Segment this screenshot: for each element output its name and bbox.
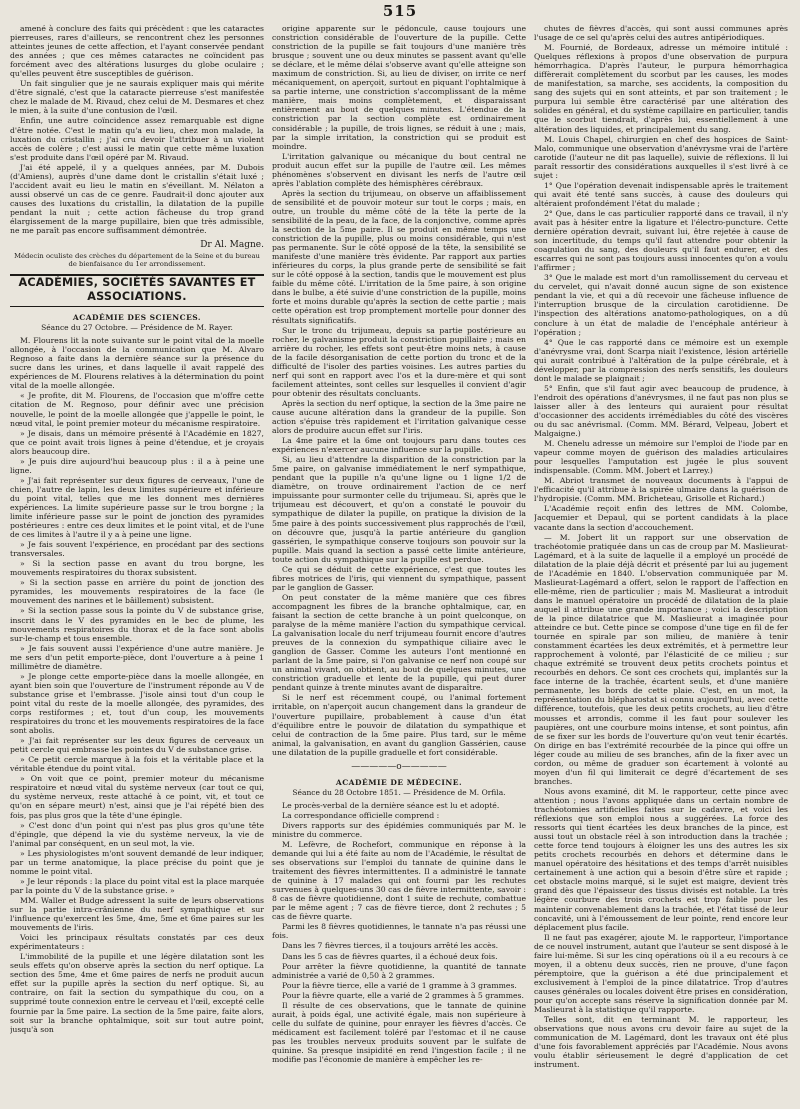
paragraph: L'irritation galvanique ou mécanique du bout central ne produit aucun effet sur la pupille de l'autre œil. Les mêmes phénomènes s'observent en divisant les nerfs de l'autre œil après l'ablation complète des hémisphères cérébraux. (272, 151, 526, 188)
paragraph: L'immobilité de la pupille et une légère dilatation sont les seuls effets qu'on observe après la section du nerf optique. La section des 5me, 4me et 6me paires de nerfs ne produit aucun effet sur la pupille après la section du nerf optique. Si, au contraire, on fait la section du sympathique du cou, on a supprimé toute connexion entre le cerveau et l'œil, excepté celle fournie par la 5me paire. La section de la 5me paire, faite alors, soit sur la branche ophtalmique, soit sur tout autre point, jusqu'à son (10, 952, 264, 1034)
paragraph: MM. Waller et Budge adressent la suite de leurs observations sur la partie intra-crânienne du nerf sympathique et sur l'influence qu'exercent les 5me, 4me, 5me et 6me paires sur les mouvements de l'iris. (10, 895, 264, 933)
paragraph: » C'est donc d'un point qui n'est pas plus gros qu'une tête d'épingle, que dépend la vie du système nerveux, la vie de l'animal par conséquent, en un seul mot, la vie. (10, 820, 264, 848)
paragraph: » Je plonge cette emporte-pièce dans la moelle allongée, en ayant bien soin que l'ouverture de l'instrument réponde au V de substance grise et l'embrasse. J'isole ainsi tout d'un coup le point vital du reste de la moelle allongée, des pyramides, des corps restiformes ; et, tout d'un coup, les mouvements respiratoires du tronc et les mouvements respiratoires de la face sont abolis. (10, 671, 264, 736)
page-number: 515 (382, 2, 418, 20)
paragraph: Parmi les 8 fièvres quotidiennes, le tannate n'a pas réussi une fois. (272, 922, 526, 941)
paragraph: Après la section du nerf optique, la section de la 3me paire ne cause aucune altération dans la grandeur de la pupille. Son action s'épuise très rapidement et l'irritation galvanique cesse alors de produire aucun effet sur l'iris. (272, 398, 526, 436)
paragraph: Le procès-verbal de la dernière séance est lu et adopté. (282, 800, 500, 810)
paragraph: Dans les 5 cas de fièvres quartes, il a échoué deux fois. (282, 951, 498, 961)
paragraph: 1° Que l'opération devenait indispensable après le traitement qui avait été tenté sans succès, à cause des douleurs qui altéraient profondément l'état du malade ; (534, 180, 788, 208)
paragraph: » Ce petit cercle marque à la fois et la véritable place et la véritable étendue du point vital. (10, 755, 264, 774)
paragraph: Après la section du trijumeau, on observe un affaiblissement de sensibilité et de pouvoir moteur sur tout le corps ; mais, en outre, un trouble du même côté de la tête la perte de la sensibilité de la peau, de la face, de la conjonctive, comme après la section de la 5me paire. Il se produit en même temps une constriction de la pupille, plus ou moins considérable, qui n'est pas permanente. Sur le côté opposé de la tête, la sensibilité se manifeste d'une manière très évidente. Par rapport aux parties inférieures du corps, la plus grande perte de sensibilité se fait sur le côté opposé à la section, tandis que le mouvement est plus faible du même côté. L'irritation de la 5me paire, à son origine dans le bulbe, a été suivie d'une constriction de la pupille, moins forte et moins durable qu'après la section de cette partie ; mais cette opération est trop promptement mortelle pour donner des résultats significatifs. (272, 188, 526, 325)
academy-medicine-title: ACADÉMIE DE MÉDECINE. (335, 777, 463, 787)
paragraph: La 4me paire et la 6me ont toujours paru dans toutes ces expériences n'exercer aucune influence sur la pupille. (272, 436, 526, 455)
paragraph: L'Académie reçoit enfin des lettres de MM. Colombe, Jacquemier et Depaul, qui se portent candidats à la place vacante dans la section d'accouchement. (534, 504, 788, 532)
paragraph: Dans les 7 fièvres tierces, il a toujours arrêté les accès. (282, 941, 499, 951)
paragraph: chutes de fièvres d'accès, qui sont aussi communes après l'usage de ce sel qu'après celui des autres antipériodiques. (534, 24, 788, 43)
right-column (534, 24, 788, 1104)
paragraph: On peut constater de la même manière que ces fibres accompagnent les fibres de la branche ophtalmique, car, en faisant la section de cette branche à un point quelconque, on paralyse de la même manière l'action du sympathique cervical. La galvanisation locale du nerf trijumeau fournit encore d'autres preuves de la connexion du sympathique ciliaire avec le ganglion de Gasser. Comme les auteurs l'ont mentionné en parlant de la 5me paire, si l'on galvanise ce nerf non coupé sur un animal vivant, on obtient, au bout de quelques minutes, une constriction graduelle et lente de la pupille, qui peut durer pendant quinze à trente minutes avant de disparaître. (272, 592, 526, 693)
signature-note: Médecin oculiste des crèches du département de la Seine et du bureau de bienfaisance du 1er arrondissement. (14, 252, 260, 269)
paragraph: M. Chenelu adresse un mémoire sur l'emploi de l'iode par en vapeur comme moyen de guérison des maladies articulaires pour lesquelles l'amputation est jugée le plus souvent indispensable. (Comm. MM. Jobert et Larrey.) (534, 439, 788, 476)
paragraph: Sur le tronc du trijumeau, depuis sa partie postérieure au rocher, le galvanisme produit la constriction pupillaire ; mais en arrière du rocher, les effets sont peut-être moins nets, à cause de la facile désorganisation de cette portion du tronc et de la difficulté de l'isoler des parties voisines. Les autres parties du nerf qui sont en rapport avec l'os et la dure-mère et qui sont facilement atteintes, sont celles sur lesquelles il convient d'agir pour obtenir des résultats concluants. (272, 325, 526, 398)
paragraph: 3° Que le malade est mort d'un ramollissement du cerveau et du cervelet, qui n'avait donné aucun signe de son existence pendant la vie, et qui a dû recevoir une fâcheuse influence de l'interruption brusque de la circulation carotidienne. De l'inspection des altérations anatomo-pathologiques, on a dû conclure à un état de maladie de l'encéphale antérieur à l'opération ; (534, 273, 788, 337)
paragraph: » Si la section passe en arrière du point de jonction des pyramides, les mouvements respiratoires de la face (le mouvement des narines et le bâillement) subsistent. (10, 578, 264, 606)
middle-column (272, 24, 526, 1104)
paragraph: » Je fais souvent aussi l'expérience d'une autre manière. Je me sers d'un petit emporte-pièce, dont l'ouverture a à peine 1 millimètre de diamètre. (10, 643, 264, 671)
paragraph: » Je leur réponds : la place du point vital est la place marquée par la pointe du V de la substance grise. » (10, 876, 264, 895)
paragraph: Nous avons examiné, dit M. le rapporteur, cette pince avec attention ; nous l'avons appliquée dans un certain nombre de trachéotomies artificielles faites sur le cadavre, et voici les réflexions que son emploi nous a suggérées. La force des ressorts qui tient écartées les deux branches de la pince, est aussi tout un obstacle réel à son introduction dans la trachée ; cette force tend toujours à éloigner les uns des autres les six petits crochets recourbés en dehors et détermine dans le manuel opératoire des hésitations et des temps d'arrêt nuisibles certainement à une action qui a besoin d'être sûre et rapide ; cet obstacle moins marqué, si le sujet est maigre, devient très grand dès que l'épaisseur des tissus divisés est notable. La très légère courbure des trois crochets est trop faible pour les maintenir convenablement dans la trachée, et l'état tissé de leur concavité, uni à l'émoussement de leur pointe, rend encore leur déplacement plus facile. (534, 786, 788, 932)
paragraph: 4° Que le cas rapporté dans ce mémoire est un exemple d'anévrysme vrai, dont Scarpa niait l'existence, lésion artérielle qui aurait contribué à l'altération de la pulpe cérébrale, et à développer, par la compression des nerfs sensitifs, les douleurs dont le malade se plaignait ; (534, 337, 788, 383)
paragraph: Un fait singulier que je ne saurais expliquer mais qui mérite d'être signalé, c'est que la cataracte pierreuse s'est manifestée chez le malade de M. Rivaud, chez celui de M. Desmares et chez le mien, à la suite d'une contusion de l'œil. (10, 79, 264, 116)
paragraph: » Les physiologistes m'ont souvent demandé de leur indiquer, par un terme anatomique, la place précise du point que je nomme le point vital. (10, 848, 264, 876)
section-rule-bottom (10, 306, 264, 307)
paragraph: Pour arrêter la fièvre quotidienne, la quantité de tannate administrée a varié de 0,50 à 2 grammes. (272, 961, 526, 980)
paragraph: « Je profite, dit M. Flourens, de l'occasion que m'offre cette citation de M. Regnoso, pour définir avec une précision nouvelle, le point de la moelle allongée que j'appelle le point, le nœud vital, le point premier moteur du mécanisme respiratoire. (10, 391, 264, 428)
paragraph: » Je puis dire aujourd'hui beaucoup plus : il a à peine une ligne. (10, 456, 264, 475)
paragraph: — M. Jobert lit un rapport sur une observation de trachéotomie pratiquée dans un cas de croup par M. Maslieurat-Lagémard, et à la suite de laquelle il a employé un procédé de dilatation de la plaie déjà décrit et présenté par lui au jugement de l'Académie en 1840. L'observation communiquée par M. Maslieurat-Lagémard a offert, selon le rapport de l'affection en elle-même, rien de particulier ; mais M. Maslieurat a introduit dans le manuel opératoire un procédé de dilatation de la plaie auquel il attribue une grande importance ; voici la description de la pince dilatatrice que M. Maslieurat a imaginée pour atteindre ce but. Cette pince se compose d'une tige en fil de fer tournée en spirale par son milieu, de manière à tenir constamment écartées les deux extrémités, et à permettre leur rapprochement à volonté, par l'élasticité de ce milieu ; sur chaque extrémité se trouvent deux petits crochets pointus et recourbés en dehors. Ce sont ces crochets qui, implantés sur la face interne de la trachée, écartent seuls, et d'une manière permanente, les bords de cette plaie. C'est, en un mot, la représentation du blépharostat si connu aujourd'hui, avec cette différence, toutefois, que les deux petits crochets, au lieu d'être mousses et arrondis, comme il les faut pour soulever les paupières, ont une courbure moins intense, et sont pointus, afin de se fixer sur les bords de l'ouverture qu'on veut tenir écartés. On dirige en bas l'extrémité recourbée de la pince qui offre un léger coude au milieu de ses branches, afin de la fixer avec un cordon, ou même de graduer son écartement à volonté au moyen d'un fil qui limiterait ce degré d'écartement de ses branches. (534, 532, 788, 786)
paragraph: origine apparente sur le pédoncule, cause toujours une constriction considérable de l'ouverture de la pupille. Cette constriction de la pupille se fait toujours d'une manière très brusque ; souvent une ou deux minutes se passent avant qu'elle se déclare, et le même délai s'observe avant qu'elle atteigne son maximum de constriction. Si, au lieu de diviser, on irrite ce nerf mécaniquement, on aperçoit, surtout en piquant l'ophtalmique à sa partie interne, une constriction s'accomplissant de la même manière, mais moins complètement, et disparaissant entièrement au bout de quelques minutes. L'étendue de la constriction par la section complète est ordinairement considérable ; la pupille, de trois lignes, se réduit à une ; mais, par la simple irritation, la constriction qui se produit est moindre. (272, 24, 526, 151)
signature: Dr Al. Magne. (200, 240, 264, 251)
paragraph: » On voit que ce point, premier moteur du mécanisme respiratoire et nœud vital du système nerveux (car tout ce qui, du système nerveux, reste attaché à ce point, vit, et tout ce qu'on en sépare meurt) n'est, ainsi que je l'ai répété bien des fois, pas plus gros que la tête d'une épingle. (10, 774, 264, 820)
paragraph: Pour la fièvre tierce, elle a varié de 1 gramme à 3 grammes. (282, 980, 517, 990)
columns (10, 24, 790, 1104)
section-title: ACADÉMIES, SOCIÉTÉS SAVANTES ET ASSOCIATIONS. (18, 276, 256, 304)
paragraph: J'ai été appelé, il y a quelques années, par M. Dubois (d'Amiens), auprès d'une dame dont le cristallin s'était luxé ; l'accident avait eu lieu le matin en s'éveillant. M. Nélaton a aussi observé un cas de ce genre. Faudrait-il donc ajouter aux causes des luxations du cristallin, la dilatation de la pupille pendant la nuit ; cette action fâcheuse du trop grand élargissement de la marge pupillaire, bien que très admissible, ne me paraît pas encore suffisamment démontrée. (10, 162, 264, 236)
paragraph: Telles sont, dit en terminant M. le rapporteur, les observations que nous avons cru devoir faire au sujet de la communication de M. Lagémard, dont les travaux ont été plus d'une fois favorablement appréciés par l'Académie. Nous avons voulu établir sérieusement le degré d'application de cet instrument. (534, 1015, 788, 1070)
paragraph: amené à conclure des faits qui précèdent : que les cataractes pierreuses, rares d'ailleurs, se rencontrent chez les personnes atteintes jeunes de cette affection, et l'ayant conservée pendant des années ; que ces mêmes cataractes ne coïncident pas forcément avec des altérations lusurges du globe oculaire ; qu'elles peuvent être susceptibles de guérison. (10, 24, 264, 79)
paragraph: Si le nerf est récemment coupé, ou l'animal fortement irritable, on n'aperçoit aucun changement dans la grandeur de l'ouverture pupillaire, probablement à cause d'un état d'équilibre entre le pouvoir de dilatation du sympathique et celui de contraction de la 5me paire. Plus tard, sur le même animal, la galvanisation, en avant du ganglion Gassérien, cause une dilatation de la pupille graduelle et fort considérable. (272, 693, 526, 757)
academy-medicine-text (272, 801, 526, 1064)
paragraph: M. Fournié, de Bordeaux, adresse un mémoire intitulé : Quelques réflexions à propos d'une observation de purpura hémorrhagica. D'après l'auteur, le purpura hémorrhagica diffèrerait complètement du scorbut par les causes, les modes de manifestation, sa marche, ses accidents, la composition du sang des sujets qui en sont atteints, et par son traitement ; le purpura lui semble être caractérisé par une altération des solides en général, et du système capillaire en particulier, tandis que le scorbut tiendrait, d'après lui, essentiellement à une altération des liquides, et principalement du sang. (534, 43, 788, 134)
academy-medicine-session: Séance du 28 Octobre 1851. — Présidence de M. Orfila. (292, 787, 506, 797)
paragraph: » Je fais souvent l'expérience, en procédant par des sections transversales. (10, 540, 264, 559)
academy-sciences-title: ACADÉMIE DES SCIENCES. (72, 313, 202, 323)
paragraph: Si, au lieu d'attendre la disparition de la constriction par la 5me paire, on galvanise immédiatement le nerf sympathique, pendant que la pupille n'a qu'une ligne ou 1 ligne 1/2 de diamètre, on trouve ordinairement l'action de ce nerf impuissante pour surmonter celle du trijumeau. Si, après que le trijumeau est découvert, et qu'on a constaté le pouvoir du sympathique de dilater la pupille, on pratique la division de la 5me paire à des points successivement plus rapprochés de l'œil, on découvre que, jusqu'à la partie antérieure du ganglion gassérien, le sympathique conserve toujours son pouvoir sur la pupille. Mais quand la section a passé cette limite antérieure, toute action du sympathique sur la pupille est perdue. (272, 455, 526, 564)
paragraph: Il ne faut pas exagérer, ajoute M. le rapporteur, l'importance de ce nouvel instrument, autant que l'auteur se sent disposé à le faire lui-même. Si sur les cinq opérations où il a eu recours à ce moyen, il a obtenu deux succès, rien ne prouve, d'une façon péremptoire, que la guérison a été due principalement et exclusivement à l'emploi de la pince dilatatrice. Trop d'autres causes générales ou locales doivent être prises en considération, pour qu'on accepte sans réserve la signification donnée par M. Maslieurat à la statistique qu'il rapporte. (534, 932, 788, 1015)
right-text (534, 24, 788, 1069)
paragraph: Il résulte de ces observations, que le tannate de quinine aurait, à poids égal, une activité égale, mais non supérieure à celle du sulfate de quinine, pour enrayer les fièvres d'accès. Ce médicament est facilement toléré par l'estomac et il ne cause pas les troubles nerveux produits souvent par le sulfate de quinine. Sa presque insipidité en rend l'ingestion facile ; il ne modifie pas l'économie de manière à empêcher les re- (272, 1000, 526, 1065)
left-column (10, 24, 264, 1104)
academy-sciences-text (10, 336, 264, 1034)
paragraph: M. Flourens lit la note suivante sur le point vital de la moelle allongée, à l'occasion de la communication que M. Alvaro Regnoso a faite dans la dernière séance sur la présence du sucre dans les urines, et dans laquelle il avait rappelé des expériences de M. Flourens relatives à la détermination du point vital de la moelle allongée. (10, 336, 264, 391)
paragraph: » J'ai fait représenter sur les deux figures de cerveaux un petit cercle qui embrasse les pointes du V de substance grise. (10, 736, 264, 755)
middle-text (272, 24, 526, 757)
paragraph: » J'ai fait représenter sur deux figures de cerveaux, l'une de chien, l'autre de lapin, les deux limites supérieure et inférieure du point vital, telles que me les donnent mes dernières expériences. La limite supérieure passe sur le trou borgne ; la limite inférieure passe sur le point de jonction des pyramides postérieures : entre ces deux limites et le point vital, et de l'une de ces limites à l'autre il y a à peine une ligne. (10, 475, 264, 540)
paragraph: M. Abriot transmet de nouveaux documents à l'appui de l'efficacité qu'il attribue à la spirée ulmaire dans la guérison de l'hydropisie. (Comm. MM. Bricheteau, Grisolle et Richard.) (534, 476, 788, 504)
paragraph: Ce qui se déduit de cette expérience, c'est que toutes les fibres motrices de l'iris, qui viennent du sympathique, passent par le ganglion de Gasser. (272, 564, 526, 592)
paragraph: La correspondance officielle comprend : (282, 810, 440, 820)
paragraph: » Si la section passe en avant du trou borgne, les mouvements respiratoires du thorax subsistent. (10, 559, 264, 578)
paragraph: Enfin, une autre coïncidence assez remarquable est digne d'être notée. C'est le matin qu'a eu lieu, chez mon malade, la luxation du cristallin ; j'ai cru devoir l'attribuer à un violent accès de colère ; c'est aussi le matin que cette même luxation s'est produite dans l'œil opéré par M. Rivaud. (10, 116, 264, 162)
academy-sciences-session: Séance du 27 Octobre. — Présidence de M. Rayer. (41, 323, 233, 333)
paragraph: M. Louis Chapel, chirurgien en chef des hospices de Saint-Malo, communique une observation d'anévrysme vrai de l'artère carotide (l'auteur ne dit pas laquelle), suivie de réflexions. Il lui paraît ressortir des considérations auxquelles il s'est livré à ce sujet : (534, 134, 788, 180)
paragraph: Divers rapports sur des épidémies communiqués par M. le ministre du commerce. (272, 820, 526, 839)
left-top-text (10, 24, 264, 235)
paragraph: Pour la fièvre quarte, elle a varié de 2 grammes à 5 grammes. (282, 990, 524, 1000)
paragraph: M. Lefèvre, de Rochefort, communique en réponse à la demande qui lui a été faite au nom de l'Académie, le résultat de ses observations sur l'emploi du tannate de quinine dans le traitement des fièvres intermittentes. Il a administré le tannate de quinine à 17 malades qui ont fourni par les rechutes survenues à quelques-uns 30 cas de fièvre intermittente, savoir : 8 cas de fièvre quotidienne, dont 1 suite de rechute, combattue par le même agent ; 7 cas de fièvre tierce, dont 2 rechutes ; 5 cas de fièvre quarte. (272, 839, 526, 922)
paragraph: Voici les principaux résultats constatés par ces deux expérimentateurs : (10, 933, 264, 952)
paragraph: 2° Que, dans le cas particulier rapporté dans ce travail, il n'y avait pas à hésiter entre la ligature et l'électro-puncture. Cette dernière opération devrait, suivant lui, être rejetée à cause de son incertitude, du temps qu'il faut attendre pour obtenir la coagulation du sang, des douleurs qu'il faut endurer, et des escarres qui ne sont pas toujours aussi innocentes qu'on a voulu l'affirmer ; (534, 208, 788, 273)
paragraph: » Si la section passe sous la pointe du V de substance grise, inscrit dans le V des pyramides en le bec de plume, les mouvements respiratoires du thorax et de la face sont abolis sur-le-champ et tous ensemble. (10, 606, 264, 643)
ornament-divider: —————o————— (351, 761, 447, 772)
paragraph: » Je disais, dans un mémoire présenté à l'Académie en 1827, que ce point avait trois lignes à peine d'étendue, et je croyais alors beaucoup dire. (10, 428, 264, 456)
paragraph: 5° Enfin, que s'il faut agir avec beaucoup de prudence, à l'endroit des opérations d'anévrysmes, il ne faut pas non plus se laisser aller à des lenteurs qui auraient pour résultat d'occasionner des accidents irrémédiables du côté des viscères ou du sac anévrismal. (Comm. MM. Bérard, Velpeau, Jobert et Malgaigne.) (534, 383, 788, 439)
